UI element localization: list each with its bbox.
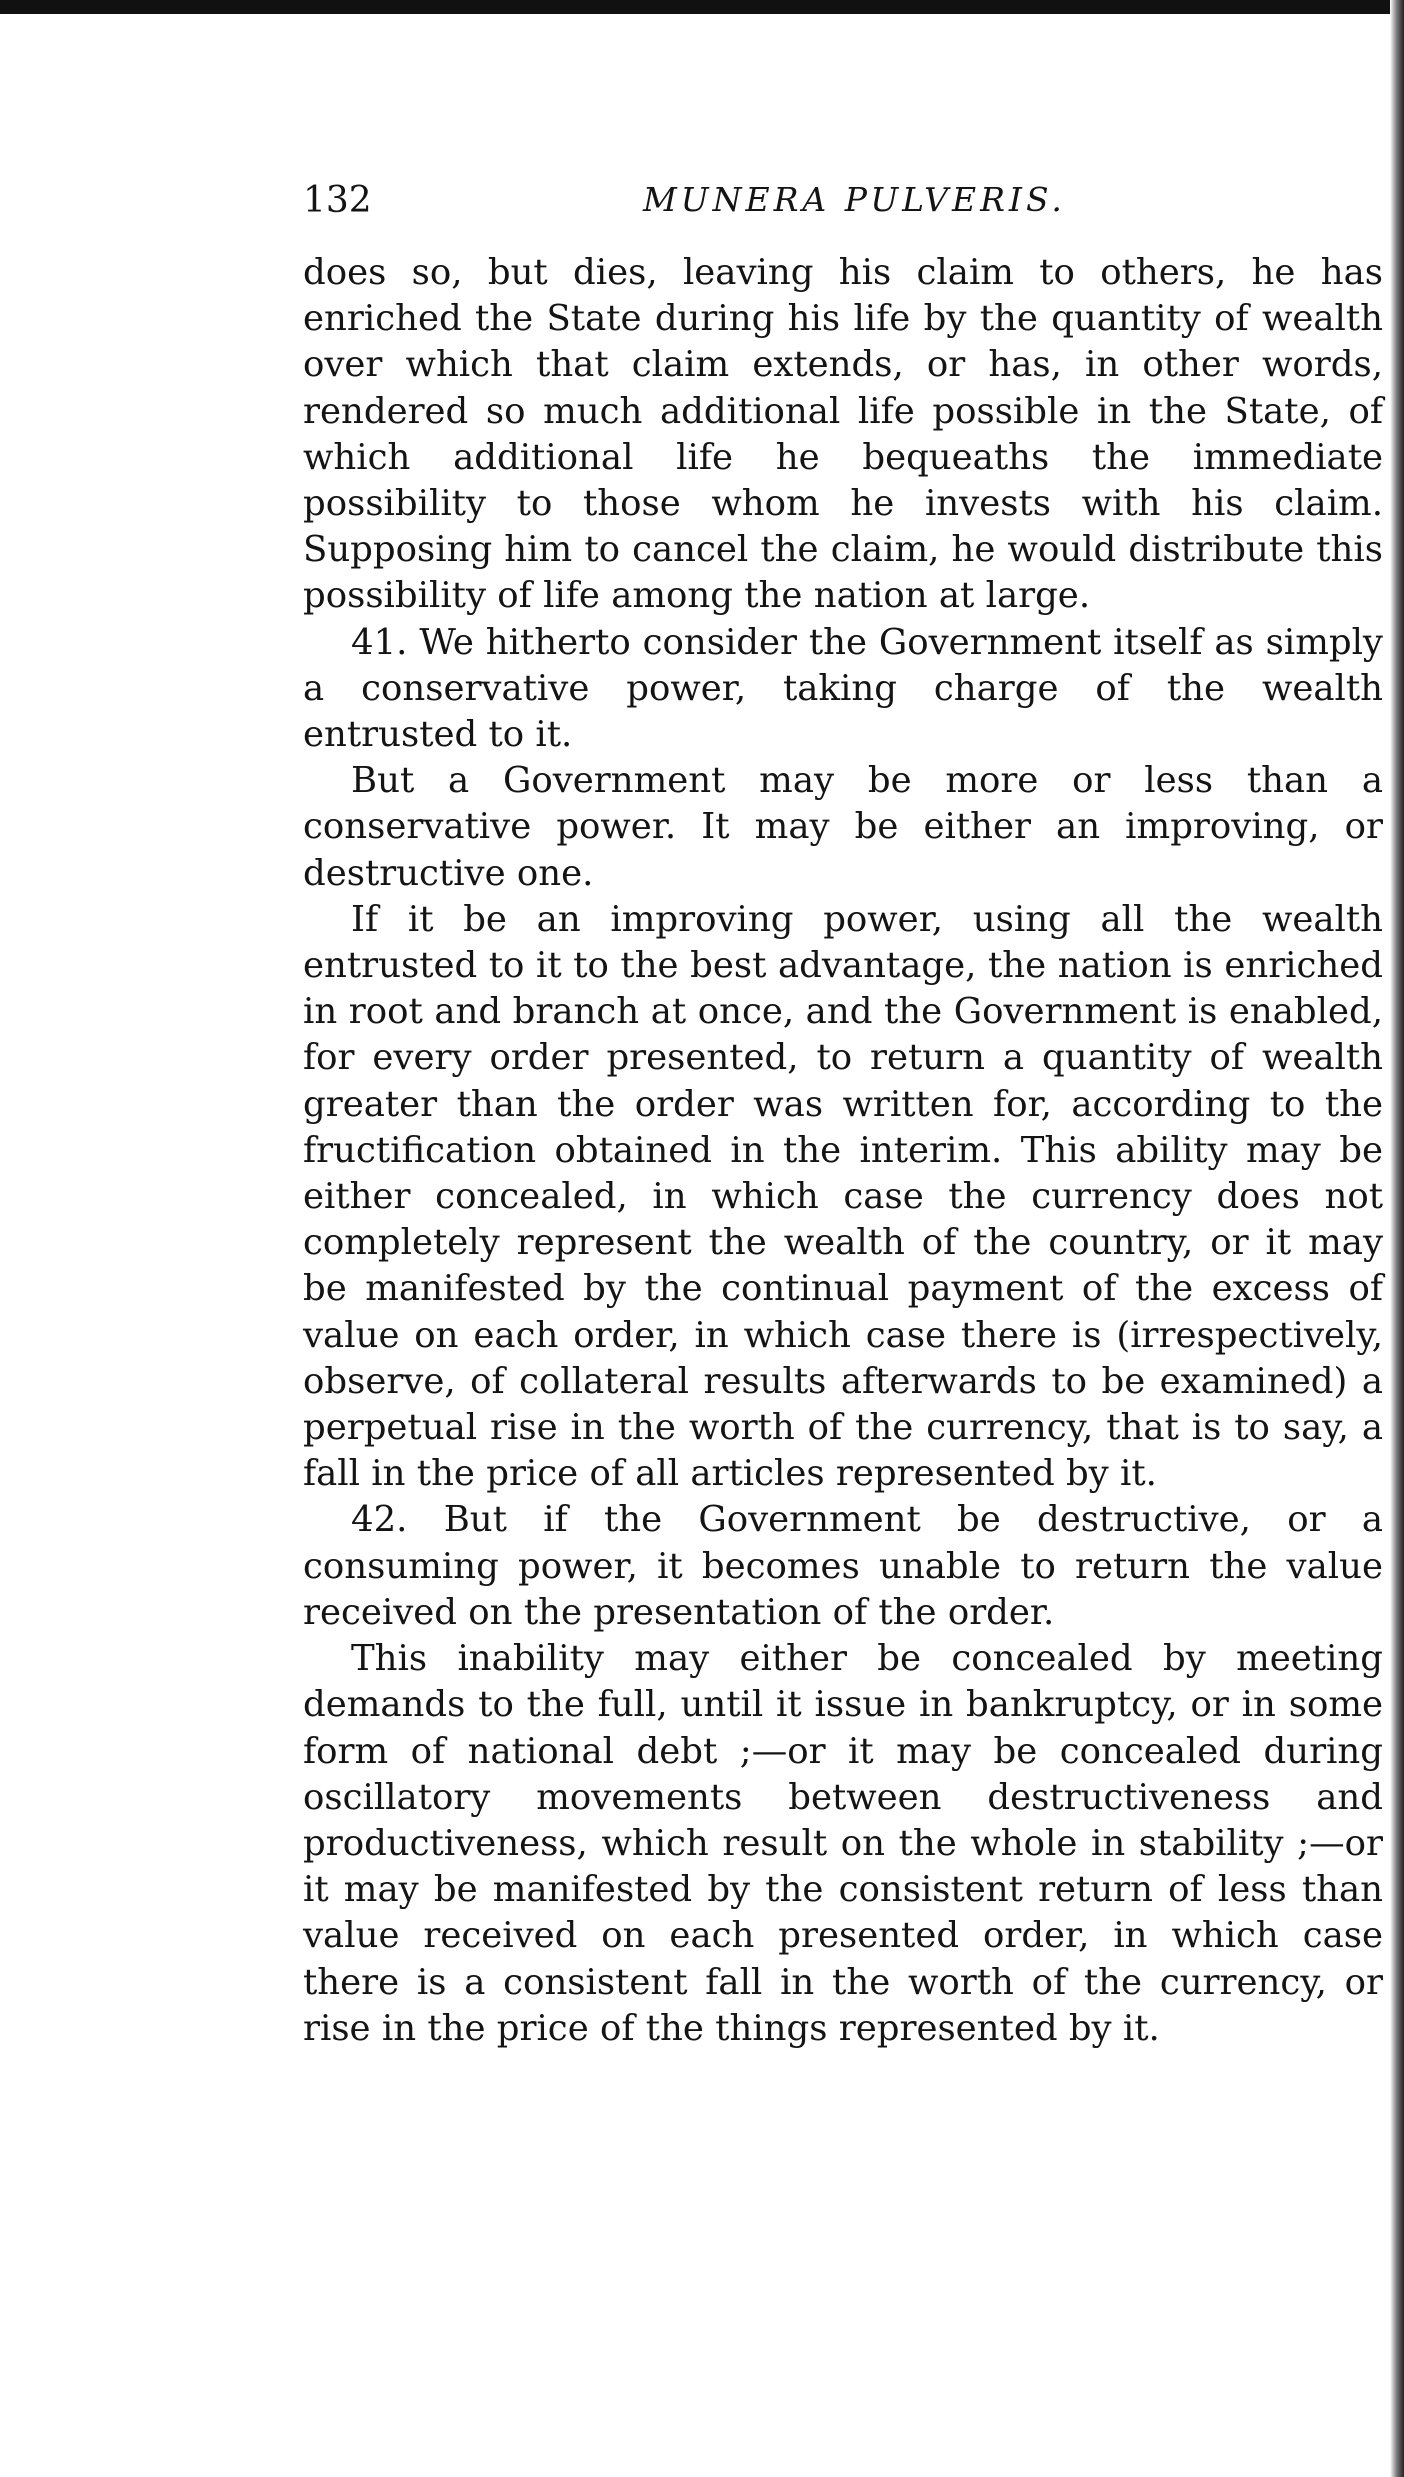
book-page — [303, 180, 1383, 2052]
paragraph-42: 42. But if the Government be destructive, or a consuming power, it becomes unable to return the value received on the presentation of the order. — [303, 1499, 1383, 1633]
running-head — [303, 180, 1383, 240]
body-text — [303, 250, 1383, 2052]
page-binding-edge — [1390, 0, 1404, 2477]
page-top-border — [0, 0, 1404, 14]
paragraph-41: 41. We hitherto consider the Government itself as simply a conservative power, taking charge of the wealth entrusted to it. — [303, 621, 1383, 756]
paragraph-conservative-power: But a Government may be more or less than a conservative power. It may be either an improving, or destructive one. — [303, 760, 1383, 894]
paragraph-improving-power: If it be an improving power, using all the wealth entrusted to it to the best advantage, the nation is enriched in root and branch at once, and the Government is enabled, for every order presented, to return a quantity of wealth greater than the order was written for, according to the fructification obtained in the interim. This ability may be either concealed, in which case the currency does not completely represent the wealth of the country, or it may be manifested by the continual payment of the excess of value on each order, in which case there is (irrespectively, observe, of collateral results afterwards to be examined) a perpetual rise in the worth of the currency, that is to say, a fall in the price of all articles represented by it. — [303, 898, 1383, 1495]
page-number: 132 — [303, 180, 372, 221]
book-title: MUNERA PULVERIS. — [643, 180, 1066, 219]
paragraph-inability: This inability may either be concealed by meeting demands to the full, until it issue in bankruptcy, or in some form of national debt ;—or it may be concealed during oscillatory movements between destructiveness and productiveness, which result on the whole in stability ;—or it may be manifested by the consistent return of less than value received on each presented order, in which case there is a consistent fall in the worth of the currency, or rise in the price of the things represented by it. — [303, 1638, 1383, 2049]
paragraph-continuation: does so, but dies, leaving his claim to others, he has enriched the State during his life by the quantity of wealth over which that claim extends, or has, in other words, rendered so much additional life possible in the State, of which additional life he bequeaths the immediate possibility to those whom he invests with his claim. Supposing him to cancel the claim, he would distribute this possibility of life among the nation at large. — [303, 252, 1383, 617]
